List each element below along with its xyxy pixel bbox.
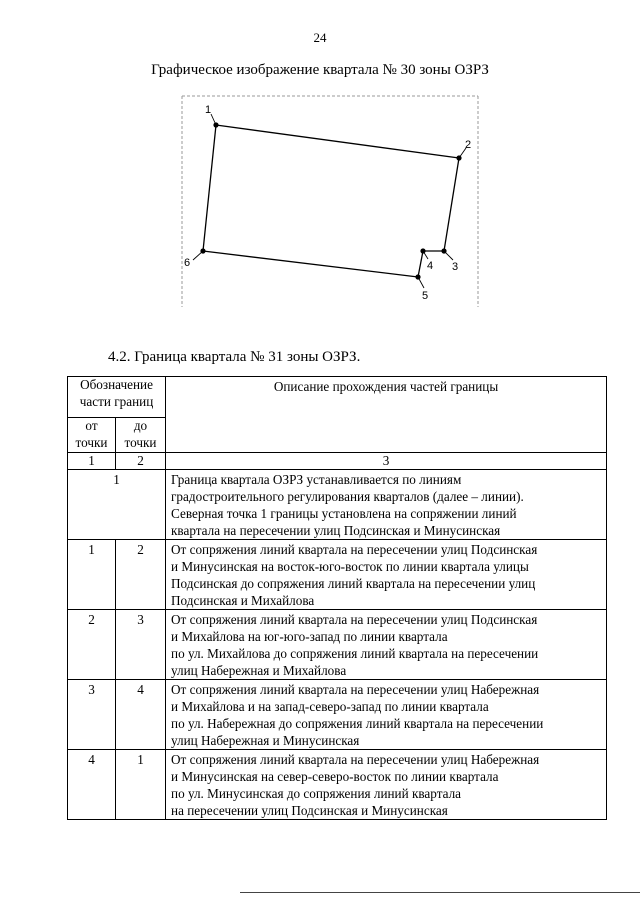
- description-cell: [166, 610, 607, 680]
- description-line: по ул. Минусинская до сопряжения линий квартала: [171, 786, 462, 801]
- table-row: [68, 680, 607, 750]
- description-line: градостроительного регулирования кварталов (далее – линии).: [171, 489, 524, 504]
- boundary-description-table: [67, 376, 607, 820]
- description-header: Описание прохождения частей границы: [166, 377, 607, 453]
- merged-point-cell: 1: [68, 470, 166, 540]
- description-cell: [166, 750, 607, 820]
- description-cell: [166, 470, 607, 540]
- from-point-cell: 1: [68, 540, 116, 610]
- column-number-row: [68, 453, 607, 470]
- boundary-point: [415, 274, 420, 279]
- point-label-6: 6: [184, 257, 191, 269]
- description-line: по ул. Михайлова до сопряжения линий квартала на пересечении: [171, 646, 539, 661]
- from-point-header: [68, 418, 116, 453]
- description-line: квартала на пересечении улиц Подсинская и Минусинская: [171, 523, 501, 538]
- description-line: по ул. Набережная до сопряжения линий квартала на пересечении: [171, 716, 544, 731]
- description-line: От сопряжения линий квартала на пересечении улиц Набережная: [171, 752, 540, 767]
- to-header-line: до: [133, 418, 148, 433]
- description-line: и Минусинская на восток-юго-восток по линии квартала улицы: [171, 559, 529, 574]
- to-point-cell: 2: [116, 540, 166, 610]
- section-heading: 4.2. Граница квартала № 31 зоны ОЗРЗ.: [108, 349, 361, 365]
- column-number: 3: [166, 453, 607, 470]
- designation-header: [68, 377, 166, 418]
- table-row: [68, 610, 607, 680]
- table-header-row: [68, 377, 607, 418]
- description-cell: [166, 540, 607, 610]
- table-row: [68, 470, 607, 540]
- block-boundary-diagram: [178, 92, 483, 312]
- point-label-4: 4: [427, 260, 434, 272]
- point-label-5: 5: [422, 290, 429, 302]
- footer-rule: [240, 892, 640, 893]
- figure-title: Графическое изображение квартала № 30 зоны ОЗРЗ: [151, 62, 489, 78]
- table-row: [68, 750, 607, 820]
- description-line: и Михайлова на юг-юго-запад по линии квартала: [171, 629, 448, 644]
- from-header-line: точки: [75, 434, 108, 450]
- to-point-header: [116, 418, 166, 453]
- from-point-cell: 2: [68, 610, 116, 680]
- description-line: От сопряжения линий квартала на пересечении улиц Подсинская: [171, 612, 538, 627]
- designation-header-line: Обозначение: [80, 377, 153, 392]
- description-line: Подсинская и Михайлова: [171, 593, 315, 608]
- page-number: 24: [313, 30, 327, 45]
- from-header-line: от: [85, 418, 98, 433]
- description-line: на пересечении улиц Подсинская и Минусинская: [171, 803, 448, 818]
- description-line: улиц Набережная и Минусинская: [171, 733, 360, 748]
- description-line: Граница квартала ОЗРЗ устанавливается по линиям: [171, 472, 462, 487]
- point-label-1: 1: [205, 104, 212, 116]
- to-point-cell: 4: [116, 680, 166, 750]
- column-number: 2: [116, 453, 166, 470]
- description-line: От сопряжения линий квартала на пересечении улиц Подсинская: [171, 542, 538, 557]
- to-header-line: точки: [124, 434, 157, 450]
- boundary-point: [420, 248, 425, 253]
- description-line: и Минусинская на север-северо-восток по линии квартала: [171, 769, 499, 784]
- description-line: Северная точка 1 границы установлена на сопряжении линий: [171, 506, 517, 521]
- boundary-point: [213, 122, 218, 127]
- description-line: улиц Набережная и Михайлова: [171, 663, 347, 678]
- boundary-segments: [203, 125, 459, 277]
- boundary-point: [200, 248, 205, 253]
- designation-header-line: части границ: [79, 393, 154, 409]
- boundary-point: [441, 248, 446, 253]
- to-point-cell: 1: [116, 750, 166, 820]
- point-label-2: 2: [465, 139, 472, 151]
- description-line: и Михайлова и на запад-северо-запад по линии квартала: [171, 699, 489, 714]
- to-point-cell: 3: [116, 610, 166, 680]
- description-cell: [166, 680, 607, 750]
- description-line: От сопряжения линий квартала на пересечении улиц Набережная: [171, 682, 540, 697]
- point-label-3: 3: [452, 261, 459, 273]
- from-point-cell: 3: [68, 680, 116, 750]
- description-line: Подсинская до сопряжения линий квартала на пересечении улиц: [171, 576, 536, 591]
- from-point-cell: 4: [68, 750, 116, 820]
- column-number: 1: [68, 453, 116, 470]
- table-row: [68, 540, 607, 610]
- boundary-point: [456, 155, 461, 160]
- diagram-frame: [182, 96, 478, 307]
